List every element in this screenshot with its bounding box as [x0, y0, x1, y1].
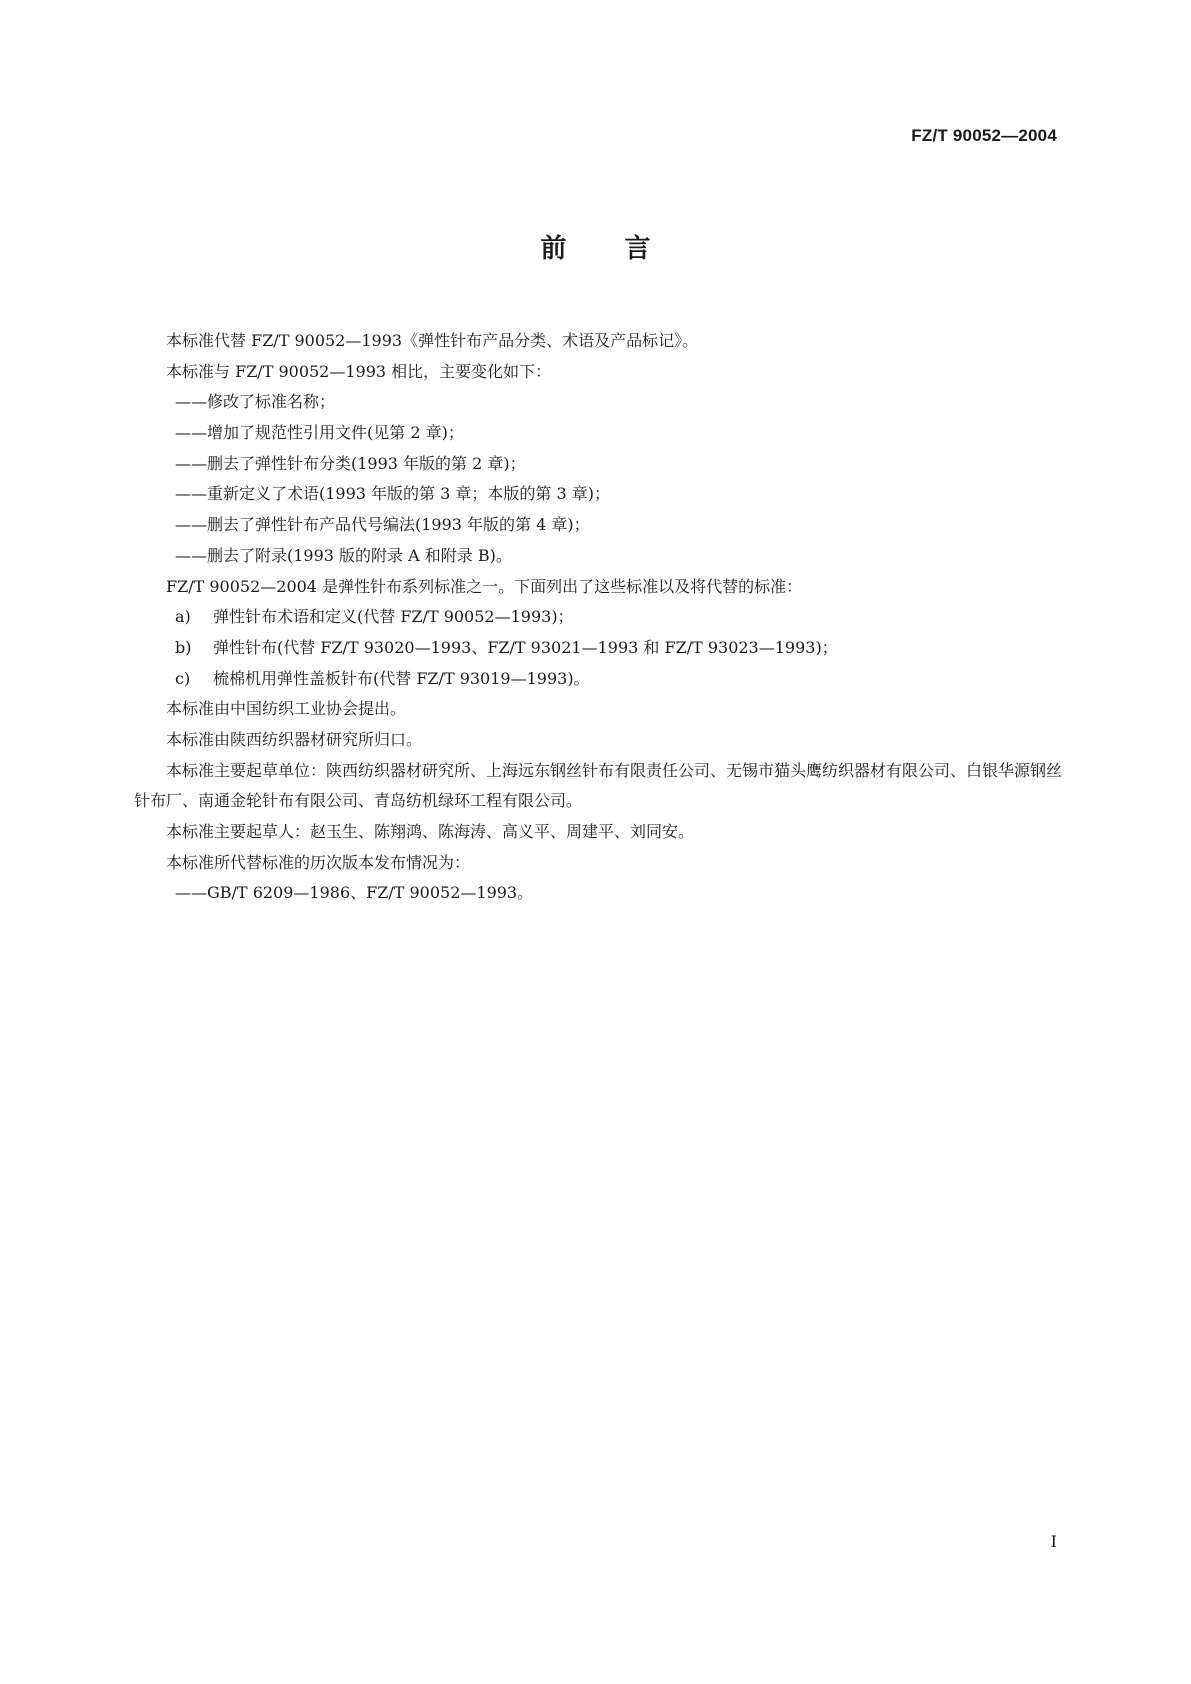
list-label: b) [175, 637, 192, 657]
change-item: ——增加了规范性引用文件(见第 2 章)； [175, 423, 464, 443]
series-item-a [134, 602, 1064, 633]
change-item: ——删去了弹性针布分类(1993 年版的第 2 章)； [175, 453, 526, 473]
change-item: ——修改了标准名称； [175, 392, 336, 412]
page-title: 前言 [540, 234, 709, 264]
paragraph-series-intro: FZ/T 90052—2004 是弹性针布系列标准之一。下面列出了这些标准以及将代替的标准： [166, 576, 803, 596]
page-number: I [1050, 1532, 1057, 1551]
change-item: ——删去了附录(1993 版的附录 A 和附录 B)。 [175, 545, 512, 565]
paragraph-changes-intro: 本标准与 FZ/T 90052—1993 相比，主要变化如下： [166, 361, 552, 381]
list-label: a) [175, 607, 191, 627]
history-item: ——GB/T 6209—1986、FZ/T 90052—1993。 [175, 883, 534, 903]
paragraph-proposed-by: 本标准由中国纺织工业协会提出。 [166, 699, 407, 719]
foreword-body [134, 326, 1064, 909]
paragraph-history-intro: 本标准所代替标准的历次版本发布情况为： [166, 852, 471, 872]
paragraph-replaces: 本标准代替 FZ/T 90052—1993《弹性针布产品分类、术语及产品标记》。 [166, 331, 699, 350]
series-item-b [134, 633, 1064, 664]
paragraph-managed-by: 本标准由陕西纺织器材研究所归口。 [166, 729, 423, 749]
list-text: 弹性针布术语和定义(代替 FZ/T 90052—1993)； [213, 607, 574, 627]
list-text: 弹性针布(代替 FZ/T 93020—1993、FZ/T 93021—1993 和 FZ/T 93023—1993)； [213, 637, 838, 657]
change-item: ——删去了弹性针布产品代号编法(1993 年版的第 4 章)； [175, 515, 590, 535]
paragraph-drafters: 本标准主要起草人：赵玉生、陈翔鸿、陈海涛、高义平、周建平、刘同安。 [166, 822, 695, 842]
document-number: FZ/T 90052—2004 [911, 126, 1057, 145]
list-text: 梳棉机用弹性盖板针布(代替 FZ/T 93019—1993)。 [213, 668, 590, 688]
change-item: ——重新定义了术语(1993 年版的第 3 章；本版的第 3 章)； [175, 484, 610, 504]
series-item-c [134, 664, 1064, 695]
list-label: c) [175, 668, 191, 688]
paragraph-drafting-units: 本标准主要起草单位：陕西纺织器材研究所、上海远东钢丝针布有限责任公司、无锡市猫头鹰纺织器材有限公司、白银华源钢丝针布厂、南通金轮针布有限公司、青岛纺机绿环工程有限公司。 [134, 760, 1063, 811]
